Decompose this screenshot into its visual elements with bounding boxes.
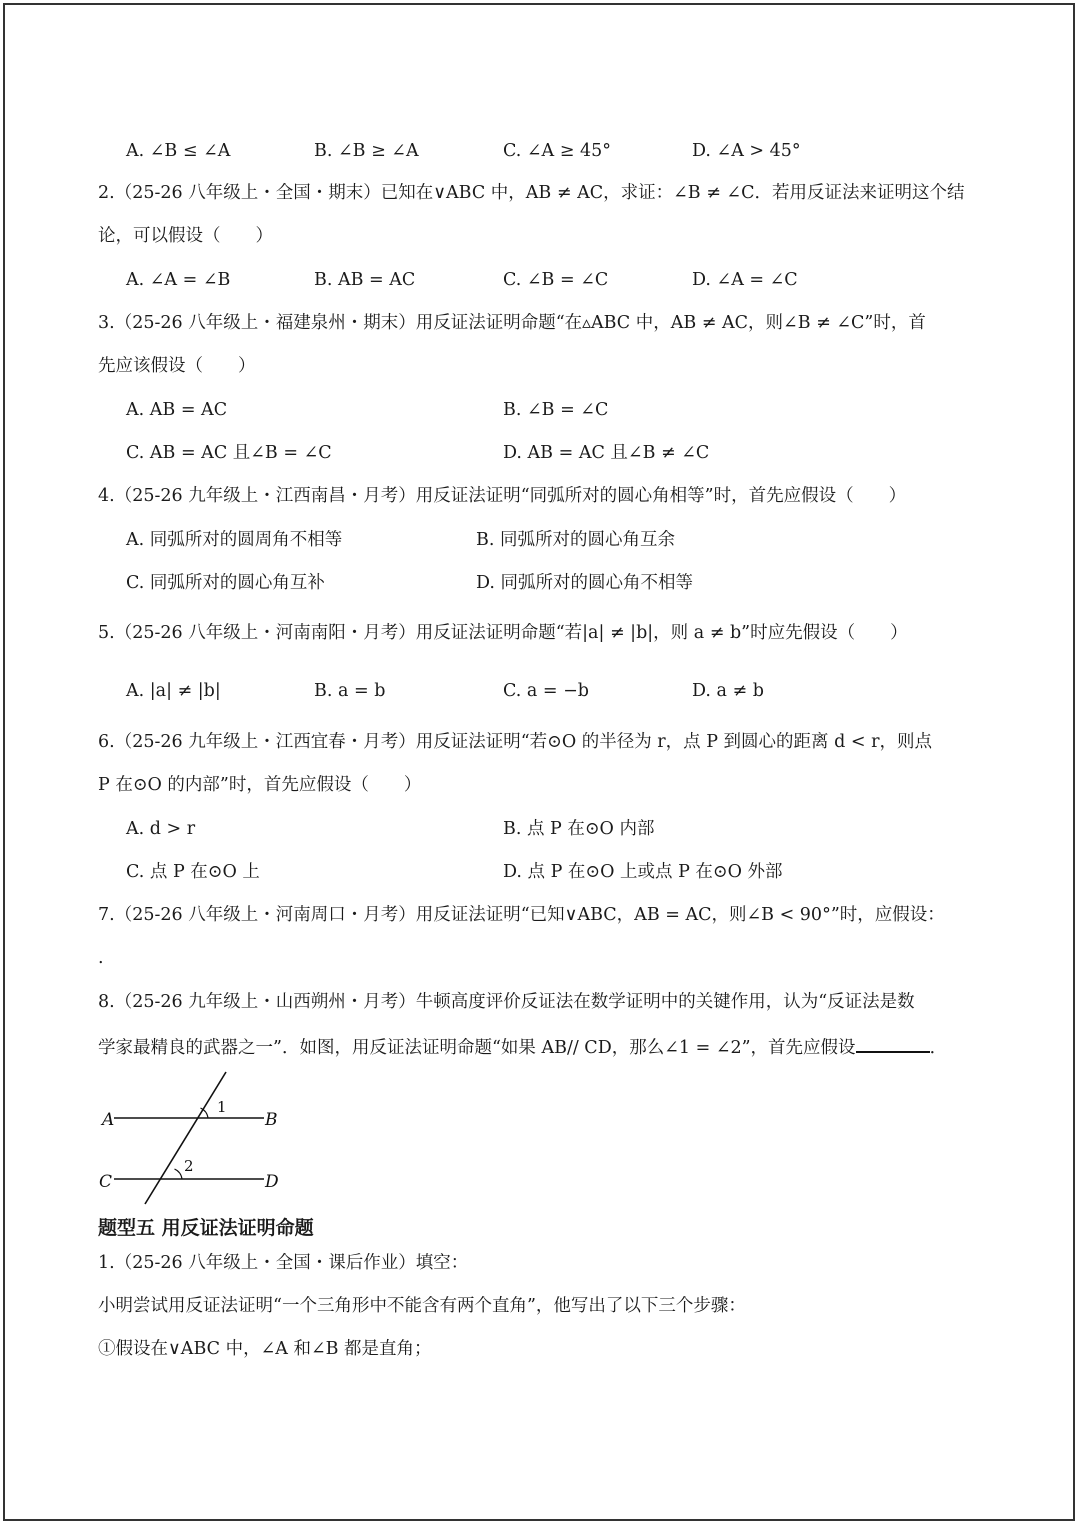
q8-stem-line2-end: ． bbox=[929, 1038, 948, 1058]
label-d: D bbox=[265, 1172, 279, 1192]
q7-stem-line1: 7.（25-26 八年级上・河南周口・月考）用反证法证明“已知∨ABC，AB = AC，则∠B < 90°”时，应假设： bbox=[98, 905, 945, 925]
q1-option-c[interactable]: C. ∠A ≥ 45° bbox=[503, 141, 611, 161]
q8-stem-line1: 8.（25-26 九年级上・山西朔州・月考）牛顿高度评价反证法在数学证明中的关键作用，认为“反证法是数 bbox=[98, 992, 915, 1012]
angle-1-label: 1 bbox=[217, 1098, 227, 1116]
q1-option-d[interactable]: D. ∠A > 45° bbox=[692, 141, 801, 161]
q5-stem-line1: 5.（25-26 八年级上・河南南阳・月考）用反证法证明命题“若|a| ≠ |b|，则 a ≠ b”时应先假设（ ） bbox=[98, 623, 908, 643]
q6-stem-line2: P 在⊙O 的内部”时，首先应假设（ ） bbox=[98, 775, 422, 795]
q7-stem-line2: . bbox=[98, 948, 104, 968]
q8-stem-line2 bbox=[98, 1033, 947, 1060]
q5-option-a[interactable]: A. |a| ≠ |b| bbox=[126, 681, 221, 701]
q3-option-c[interactable]: C. AB = AC 且∠B = ∠C bbox=[126, 443, 332, 463]
q6-stem-line1: 6.（25-26 九年级上・江西宜春・月考）用反证法证明“若⊙O 的半径为 r，点 P 到圆心的距离 d < r，则点 bbox=[98, 732, 932, 752]
q5-option-d[interactable]: D. a ≠ b bbox=[692, 681, 764, 701]
parallel-lines-figure bbox=[96, 1068, 296, 1208]
q2-option-d[interactable]: D. ∠A = ∠C bbox=[692, 270, 798, 290]
q6-option-a[interactable]: A. d > r bbox=[126, 819, 196, 839]
q2-option-a[interactable]: A. ∠A = ∠B bbox=[126, 270, 231, 290]
q3-option-a[interactable]: A. AB = AC bbox=[126, 400, 228, 420]
q6-option-b[interactable]: B. 点 P 在⊙O 内部 bbox=[503, 819, 655, 839]
q8-answer-blank[interactable] bbox=[856, 1033, 930, 1053]
q3-option-b[interactable]: B. ∠B = ∠C bbox=[503, 400, 609, 420]
q4-option-b[interactable]: B. 同弧所对的圆心角互余 bbox=[476, 530, 675, 550]
q3-stem-line2: 先应该假设（ ） bbox=[98, 356, 256, 376]
angle-2-label: 2 bbox=[184, 1157, 194, 1175]
section-heading: 题型五 用反证法证明命题 bbox=[98, 1217, 314, 1239]
label-c: C bbox=[99, 1172, 113, 1192]
q2-stem-line2: 论，可以假设（ ） bbox=[98, 226, 273, 246]
q3-stem-line1: 3.（25-26 八年级上・福建泉州・期末）用反证法证明命题“在▵ABC 中，AB ≠ AC，则∠B ≠ ∠C”时，首 bbox=[98, 313, 926, 333]
label-a: A bbox=[102, 1110, 115, 1130]
section-item1: 1.（25-26 八年级上・全国・课后作业）填空： bbox=[98, 1253, 469, 1273]
q2-option-c[interactable]: C. ∠B = ∠C bbox=[503, 270, 609, 290]
q1-option-a[interactable]: A. ∠B ≤ ∠A bbox=[126, 141, 231, 161]
q8-stem-line2-text: 学家最精良的武器之一”．如图，用反证法证明命题“如果 AB// CD，那么∠1 = ∠2”，首先应假设 bbox=[98, 1038, 856, 1058]
q6-option-c[interactable]: C. 点 P 在⊙O 上 bbox=[126, 862, 260, 882]
q5-option-c[interactable]: C. a = −b bbox=[503, 681, 589, 701]
angle-2-arc bbox=[175, 1169, 183, 1179]
q5-option-b[interactable]: B. a = b bbox=[314, 681, 386, 701]
q4-option-c[interactable]: C. 同弧所对的圆心角互补 bbox=[126, 573, 325, 593]
q2-option-b[interactable]: B. AB = AC bbox=[314, 270, 416, 290]
section-item1-desc: 小明尝试用反证法证明“一个三角形中不能含有两个直角”，他写出了以下三个步骤： bbox=[98, 1296, 746, 1316]
q3-option-d[interactable]: D. AB = AC 且∠B ≠ ∠C bbox=[503, 443, 710, 463]
q1-option-b[interactable]: B. ∠B ≥ ∠A bbox=[314, 141, 419, 161]
q2-stem-line1: 2.（25-26 八年级上・全国・期末）已知在∨ABC 中，AB ≠ AC，求证：∠B ≠ ∠C．若用反证法来证明这个结 bbox=[98, 183, 965, 203]
q6-option-d[interactable]: D. 点 P 在⊙O 上或点 P 在⊙O 外部 bbox=[503, 862, 783, 882]
section-step1: ①假设在∨ABC 中，∠A 和∠B 都是直角； bbox=[98, 1339, 432, 1359]
q4-stem-line1: 4.（25-26 九年级上・江西南昌・月考）用反证法证明“同弧所对的圆心角相等”时，首先应假设（ ） bbox=[98, 486, 907, 506]
q4-option-d[interactable]: D. 同弧所对的圆心角不相等 bbox=[476, 573, 694, 593]
transversal-line bbox=[145, 1072, 226, 1204]
label-b: B bbox=[265, 1110, 278, 1130]
q4-option-a[interactable]: A. 同弧所对的圆周角不相等 bbox=[126, 530, 343, 550]
